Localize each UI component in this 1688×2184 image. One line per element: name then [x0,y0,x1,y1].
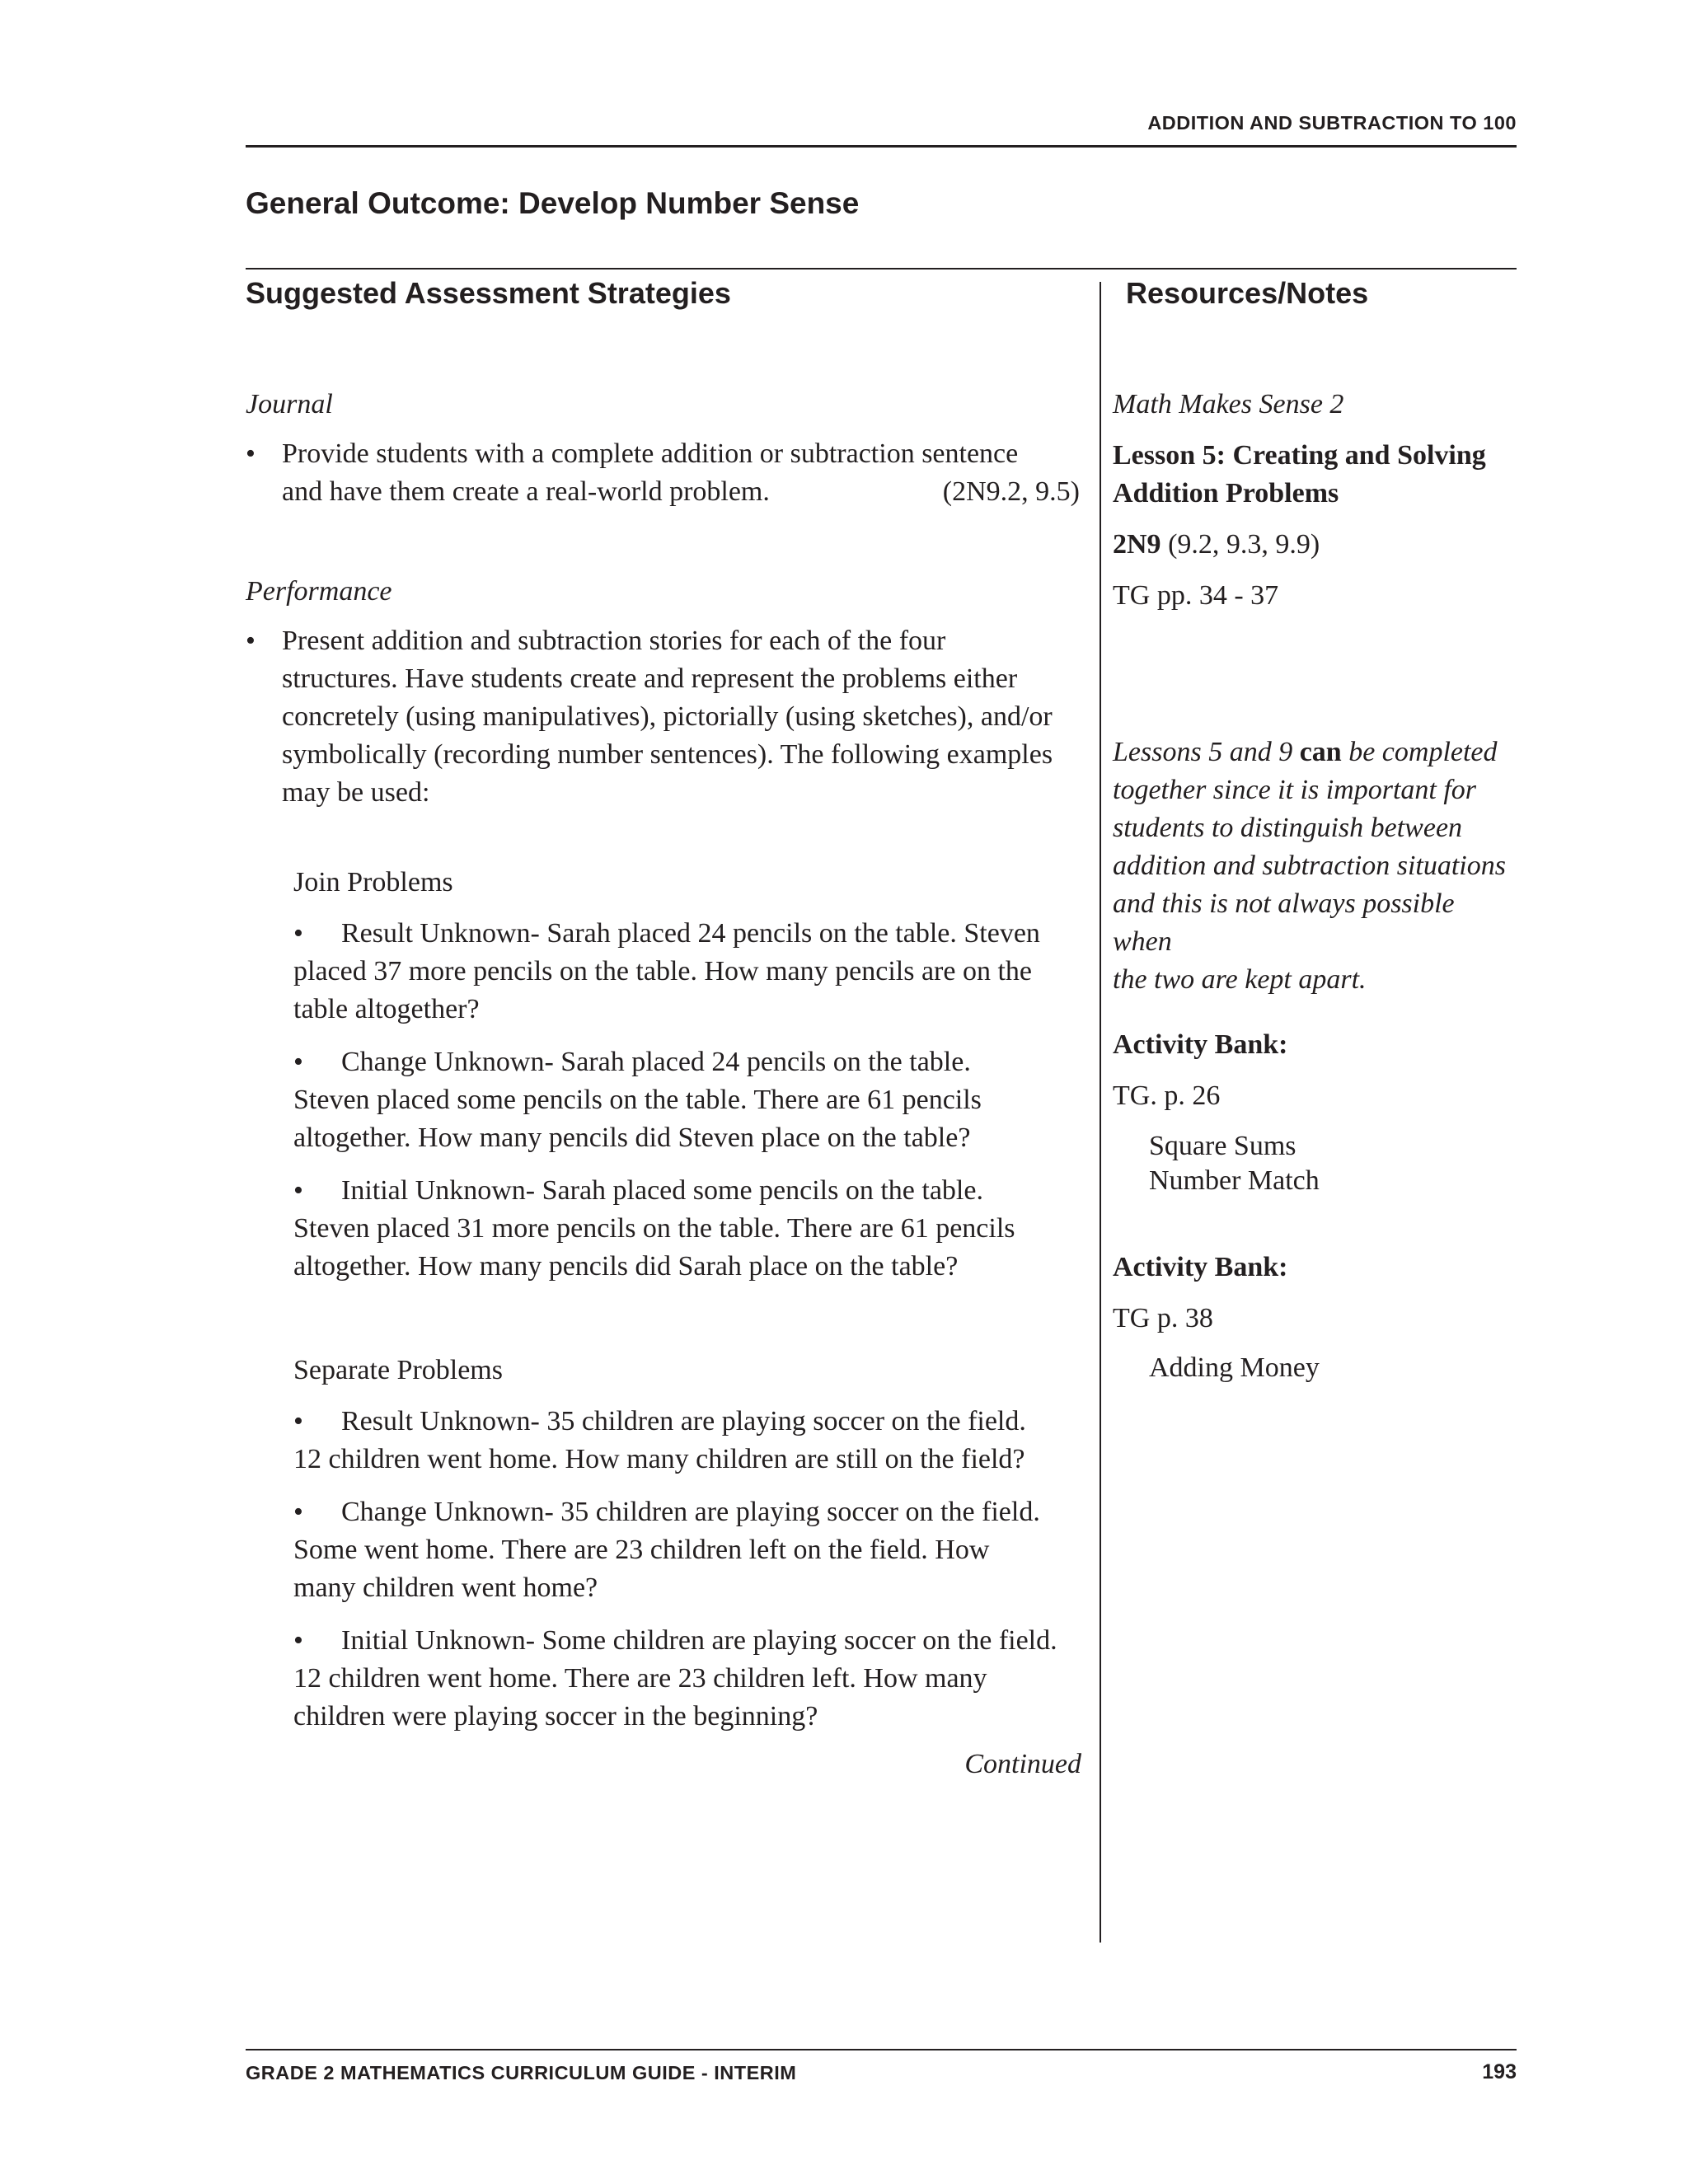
activity-bank-page: TG. p. 26 [1113,1080,1221,1111]
problem-line: Steven placed some pencils on the table. There are 61 pencils [293,1085,982,1115]
performance-line: symbolically (recording number sentences). The following examples [282,739,1053,770]
bullet-mark: • [246,438,256,469]
footer-rule [246,2049,1517,2050]
bullet-mark: • [293,918,303,949]
activity-bank-heading: Activity Bank: [1113,1252,1288,1282]
separate-problems-title: Separate Problems [293,1355,503,1385]
problem-line: table altogether? [293,994,480,1024]
page-number: 193 [1482,2060,1517,2083]
activity-item: Number Match [1149,1165,1320,1196]
problem-line: altogether. How many pencils did Steven place on the table? [293,1122,971,1153]
problem-line: many children went home? [293,1572,598,1603]
activity-bank-items [1149,1129,1320,1198]
list-item [293,915,1085,1029]
performance-line: may be used: [282,777,430,808]
problem-line: Some went home. There are 23 children left on the field. How [293,1535,990,1565]
problem-line: Change Unknown- Sarah placed 24 pencils on the table. [341,1047,971,1077]
section-rule [246,268,1517,269]
activity-bank-heading: Activity Bank: [1113,1029,1288,1060]
lesson-title-line: Lesson 5: Creating and Solving [1113,440,1486,471]
tg-pages: TG pp. 34 - 37 [1113,580,1279,611]
list-item [293,1493,1085,1607]
outcome-reference: (2N9.2, 9.5) [942,476,1080,507]
outcome-code-line [1113,526,1517,564]
problem-line: children were playing soccer in the beginning? [293,1701,818,1732]
bullet-mark: • [293,1047,303,1077]
resource-book-title: Math Makes Sense 2 [1113,389,1344,419]
lesson-title-line: Addition Problems [1113,478,1339,509]
footer-title: GRADE 2 MATHEMATICS CURRICULUM GUIDE - INTERIM [246,2062,797,2083]
list-item [293,1172,1085,1286]
bullet-mark: • [293,1497,303,1527]
note-line: the two are kept apart. [1113,964,1367,995]
join-problems-title: Join Problems [293,867,453,898]
note-text: be completed [1348,737,1498,767]
problem-line: Result Unknown- 35 children are playing soccer on the field. [341,1406,1026,1436]
journal-line: Provide students with a complete addition or subtraction sentence [282,438,1019,469]
performance-line: structures. Have students create and represent the problems either [282,663,1018,694]
note-text: Lessons 5 and 9 [1113,737,1293,767]
problem-line: placed 37 more pencils on the table. How many pencils are on the [293,956,1032,987]
activity-bank-page: TG p. 38 [1113,1303,1213,1333]
bullet-mark: • [293,1406,303,1436]
performance-line: concretely (using manipulatives), pictorially (using sketches), and/or [282,701,1053,732]
performance-line: Present addition and subtraction stories for each of the four [282,626,946,656]
lessons-note [1113,733,1517,999]
resources-notes-heading: Resources/Notes [1126,276,1369,310]
activity-item: Square Sums [1149,1131,1296,1161]
problem-line: Result Unknown- Sarah placed 24 pencils on the table. Steven [341,918,1040,949]
note-line: addition and subtraction situations [1113,851,1506,881]
problem-line: Steven placed 31 more pencils on the table. There are 61 pencils [293,1213,1015,1244]
performance-label: Performance [246,576,392,607]
note-line: together since it is important for [1113,775,1477,805]
lesson-title [1113,437,1517,513]
problem-line: 12 children went home. There are 23 children left. How many [293,1663,987,1694]
journal-bullet [246,435,1080,511]
continued-label: Continued [964,1749,1081,1779]
activity-item: Adding Money [1149,1352,1320,1383]
header-rule [246,145,1517,148]
separate-problems-list [293,1403,1085,1750]
list-item [293,1043,1085,1157]
column-divider [1100,282,1101,1943]
problem-line: Initial Unknown- Some children are playing soccer on the field. [341,1625,1057,1656]
note-emphasis: can [1299,737,1342,767]
outcome-code: 2N9 [1113,529,1161,560]
problem-line: altogether. How many pencils did Sarah place on the table? [293,1251,959,1282]
running-head: ADDITION AND SUBTRACTION TO 100 [1147,112,1517,134]
assessment-strategies-heading: Suggested Assessment Strategies [246,276,731,310]
problem-line: Change Unknown- 35 children are playing soccer on the field. [341,1497,1040,1527]
bullet-mark: • [246,626,256,656]
general-outcome-heading: General Outcome: Develop Number Sense [246,186,860,220]
problem-line: Initial Unknown- Sarah placed some pencils on the table. [341,1175,983,1206]
journal-line: and have them create a real-world problem. [282,476,770,507]
note-line: and this is not always possible when [1113,888,1455,957]
note-line: students to distinguish between [1113,813,1463,843]
join-problems-list [293,915,1085,1301]
problem-line: 12 children went home. How many children are still on the field? [293,1444,1025,1474]
bullet-mark: • [293,1175,303,1206]
performance-bullet [246,622,1080,812]
list-item [293,1403,1085,1479]
list-item [293,1622,1085,1736]
journal-label: Journal [246,389,333,419]
bullet-mark: • [293,1625,303,1656]
outcome-refs: (9.2, 9.3, 9.9) [1160,529,1320,560]
